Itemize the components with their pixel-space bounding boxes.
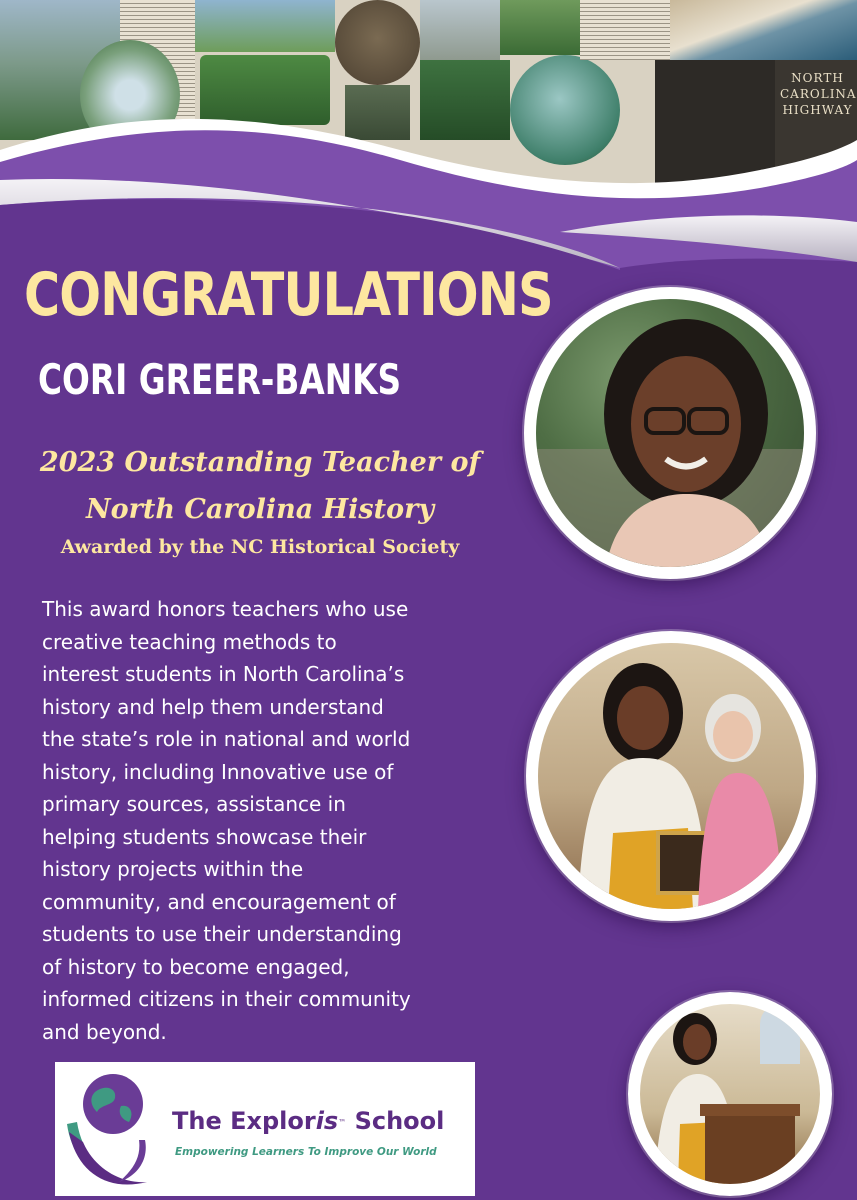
description-line: the state’s role in national and world [42, 727, 411, 751]
honoree-name: CORI GREER-BANKS [38, 355, 402, 404]
school-logo [55, 1062, 475, 1196]
congratulations-heading: CONGRATULATIONS [24, 260, 553, 330]
podium-speech-photo [628, 992, 832, 1196]
description-line: creative teaching methods to [42, 629, 337, 654]
description-line: history and help them understand [42, 694, 384, 719]
portrait-illustration [536, 299, 804, 567]
description-line: interest students in North Carolina’s [42, 662, 405, 686]
award-title-line-2: North Carolina History [85, 494, 435, 525]
award-presentation-photo [526, 631, 816, 921]
school-name-part-3: School [346, 1107, 445, 1135]
description-line: community, and encouragement of [42, 889, 396, 914]
highway-map-title: NORTH CAROLINA HIGHWAY [780, 71, 857, 117]
description-line: helping students showcase their [42, 824, 367, 849]
globe-hands-icon [55, 1062, 165, 1196]
description-line: informed citizens in their community [42, 987, 411, 1011]
school-name-part-2: is [315, 1107, 339, 1135]
description-line: history projects within the [42, 857, 304, 881]
description-line: and beyond. [42, 1019, 167, 1044]
school-tagline: Empowering Learners To Improve Our World [175, 1146, 437, 1158]
description-line: history, including Innovative use of [42, 759, 394, 784]
school-name-part-1: The Explor [172, 1107, 316, 1135]
description-line: This award honors teachers who use [42, 597, 409, 621]
description-line: of history to become engaged, [42, 954, 350, 979]
portrait-photo [524, 287, 816, 579]
decorative-waves [0, 0, 857, 300]
award-presentation-illustration [538, 643, 804, 909]
description-line: primary sources, assistance in [42, 792, 346, 816]
school-name [172, 1106, 444, 1136]
trademark-symbol: ™ [338, 1118, 347, 1127]
award-title-line-1: 2023 Outstanding Teacher of [39, 447, 481, 478]
description-line: students to use their understanding [42, 922, 402, 946]
awarded-by-text: Awarded by the NC Historical Society [60, 536, 460, 558]
podium-speech-illustration [640, 1004, 820, 1184]
award-description [42, 593, 492, 1048]
